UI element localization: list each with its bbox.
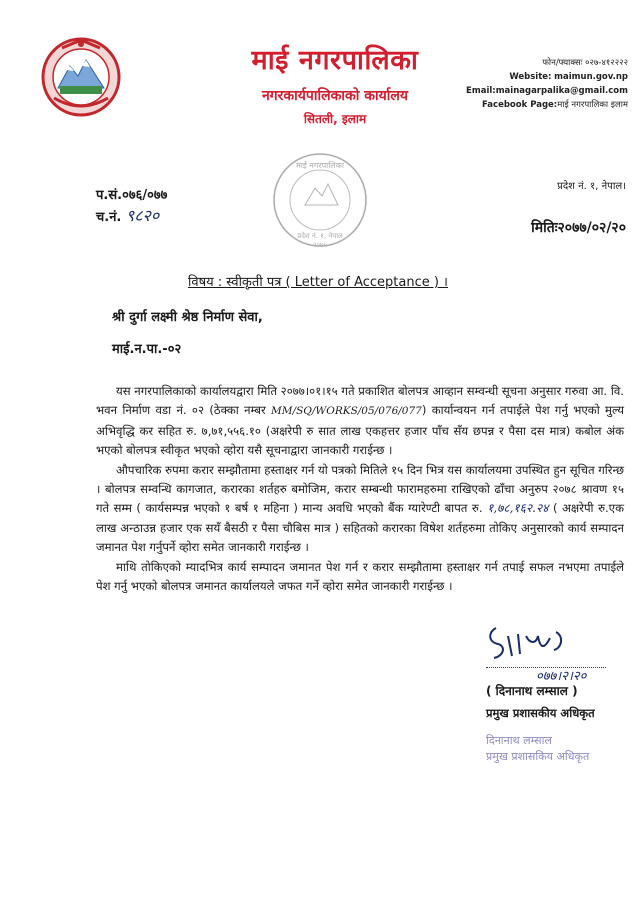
handwritten-signature [478,622,608,686]
name-stamp [486,733,596,765]
contact-email: Email:mainagarpalika@gmail.com [466,86,628,96]
letter-subject: विषय : स्वीकृती पत्र ( Letter of Acceptance ) । [187,275,448,290]
signer-name: ( दिनानाथ लम्साल ) [486,684,578,698]
paragraph-1: यस नगरपालिकाको कार्यालयद्वारा मिति २०७७।०१।१५ गते प्रकाशित बोलपत्र आव्हान सम्वन्धी सूचना अनुसार गरुवा आ. वि. भवन निर्माण वडा नं. ०२ (ठेक्का नम्बर MM/SQ/WORKS/05/076/077) कार्यान्वयन गर्न तपाईले पेश गर्नु भएको मुल्य अभिवृद्धि कर सहित रु. ७,७१,५५६.१० (अक्षरेपी रु सात लाख एकहत्तर हजार पाँच सँय छपन्न र पैसा दस मात्र) कबोल अंक भएको बोलपत्र स्वीकृत भएको व्होरा यसै सूचनाद्वारा जानकारी गराईन्छ । [96,384,624,458]
guarantee-amount: १,७८,१६२.२४ [487,501,549,516]
seal-text-top: माई नगरपालिका [296,161,344,170]
letter-body [96,382,624,596]
contact-phone: फोन/फ्याक्सः ०२७-४१२२२२ [542,58,628,68]
office-address: सितली, इलाम [303,112,367,126]
addressee [112,302,263,366]
contact-website: Website: maimun.gov.np [509,72,628,82]
seal-year: २०७५ [312,241,328,249]
office-seal-icon [270,150,370,250]
signer-role: प्रमुख प्रशासकीय अधिकृत [486,706,595,720]
office-name: नगरकार्यपालिकाको कार्यालय [262,88,408,104]
signature-date: ०७७।२।२० [536,669,587,684]
province-label: प्रदेश नं. १, नेपाल। [557,181,626,192]
contact-facebook: Facebook Page:माई नगरपालिका इलाम [481,100,628,110]
signature-line [486,667,606,668]
government-emblem-icon [40,36,122,118]
addressee-name: श्री दुर्गा लक्ष्मी श्रेष्ठ निर्माण सेवा, [112,310,263,325]
letter-date: मितिः२०७७/०२/२० [531,220,626,236]
addressee-address: माई.न.पा.-०२ [112,342,182,357]
contact-block [398,56,628,112]
paragraph-3: माथि तोकिएको म्यादभित्र कार्य सम्पादन जमानत पेश गर्न र करार सम्झौतामा हस्ताक्षर गर्न तपाई सफल नभएमा तपाईले पेश गर्नु भएको बोलपत्र जमानत कार्यालयले जफत गर्ने व्होरा समेत जानकारी गराईन्छ । [96,559,624,594]
stamp-role: प्रमुख प्रशासकिय अधिकृत [486,750,590,763]
contract-number: MM/SQ/WORKS/05/076/077 [271,405,422,418]
cn-number: च.नं. ९८२० [96,206,160,225]
stamp-name: दिनानाथ लम्साल [486,734,552,747]
paragraph-2: औपचारिक रुपमा करार सम्झौतामा हस्ताक्षर गर्न यो पत्रको मितिले १५ दिन भित्र यस कार्यालयमा उपस्थित हुन सूचित गरिन्छ । बोलपत्र सम्वन्धि कागजात, करारका शर्तहरु बमोजिम, करार सम्बन्धी फारामहरुमा राखिएको ढाँचा अनुरुप २०७८ श्रावण १५ गते सम्म ( कार्यसम्पन्न भएको १ बर्ष १ महिना ) मान्य अवधि भएको बैंक ग्यारेण्टी बापत रु. १,७८,१६२.२४ ( अक्षरेपी रु.एक लाख अन्ठाउन्न हजार एक सयँ बैसठी र पैसा चौबिस मात्र ) सहितको करारका विषेश शर्तहरुमा तोकिए अनुसारको कार्य सम्पादन जमानत पेश गर्नुपर्ने व्होरा समेत जानकारी गराईन्छ । [96,462,625,555]
signer-block [486,680,595,724]
reference-numbers [96,186,167,228]
ps-number: प.सं.०७६/०७७ [96,188,168,203]
org-name: माई नगरपालिका [251,45,419,76]
seal-text-bottom: प्रदेश नं. १, नेपाल [297,232,343,240]
